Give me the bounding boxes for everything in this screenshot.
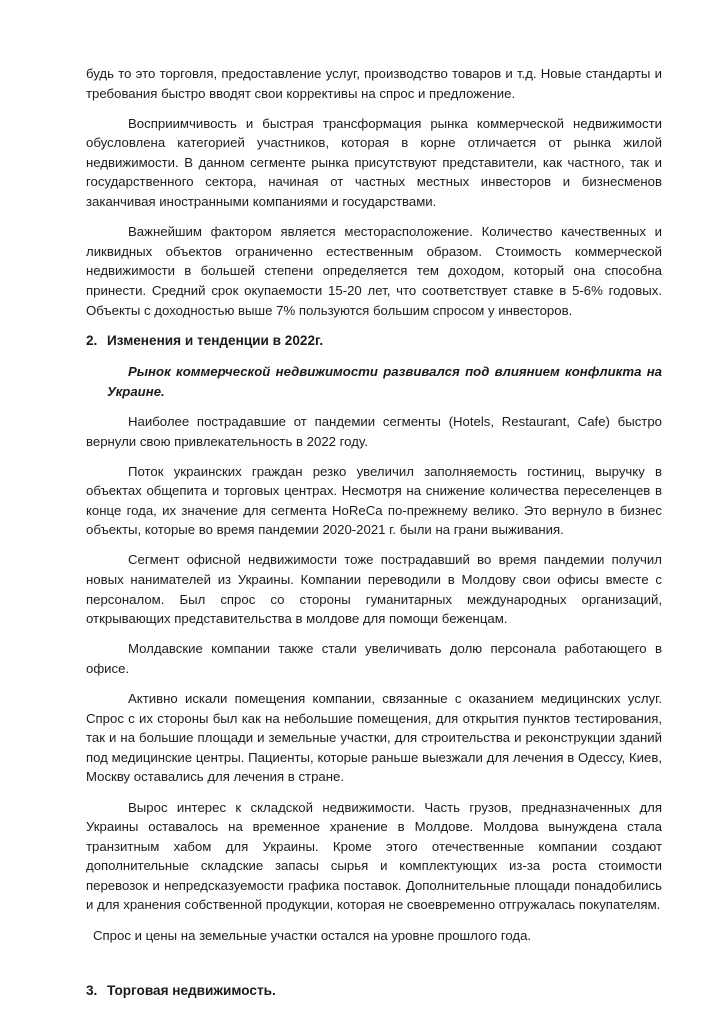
section-2-heading [86,331,662,351]
section-3-number: 3. [86,983,98,999]
document-page [86,64,662,1013]
paragraph-moldovan-companies: Молдавские компании также стали увеличивать долю персонала работающего в офисе. [86,641,662,676]
section-2-number: 2. [86,332,98,348]
section-2-title: Изменения и тенденции в 2022г. [107,332,324,348]
paragraph-market-participants: Восприимчивость и быстрая трансформация рынка коммерческой недвижимости обусловлена категорией участников, которая в корне отличается от рынка жилой недвижимости. В данном сегменте рынка присутствуют представители, как частного, так и государственного сектора, начиная от частных местных инвесторов и бизнесменов заканчивая иностранными компаниями и государствами. [86,115,662,210]
section-2-lead: Рынок коммерческой недвижимости развивался под влиянием конфликта на Украине. [107,364,662,399]
paragraph-land-plots: Спрос и цены на земельные участки остался на уровне прошлого года. [93,927,532,943]
paragraph-medical-services: Активно искали помещения компании, связанные с оказанием медицинских услуг. Спрос с их стороны был как на небольшие помещения, для открытия пунктов тестирования, так и на большие площади и земельные участки, для строительства и реконструкции зданий под медицинские центры. Пациенты, которые раньше выезжали для лечения в Одессу, Киев, Москву оставались для лечения в стране. [86,691,662,785]
paragraph-horeca-recovery: Наиболее пострадавшие от пандемии сегменты (Hotels, Restaurant, Cafe) быстро вернули свою привлекательность в 2022 году. [86,413,662,449]
paragraph-ukrainian-flow: Поток украинских граждан резко увеличил заполняемость гостиниц, выручку в объектах общепита и торговых центрах. Несмотря на снижение количества переселенцев в конце года, их значение для сегмента HoReCa по-прежнему велико. Это вернуло в бизнес объекты, которые во время пандемии 2020-2021 г. были на грани выживания. [86,463,662,538]
section-3-heading [86,981,662,1001]
paragraph-warehouse: Вырос интерес к складской недвижимости. Часть грузов, предназначенных для Украины оставалось на временное хранение в Молдове. Молдова вынуждена стала транзитным хабом для Украины. Кроме этого отечественные компании создают дополнительные складские запасы сырья и комплектующих из-за роста стоимости перевозок и непредсказуемости графика поставок. Дополнительные площади понадобились и для хранения собственной продукции, которая не своевременно отгружалась покупателям. [86,799,662,913]
paragraph-continuation: будь то это торговля, предоставление услуг, производство товаров и т.д. Новые стандарты и требования быстро вводят свои коррективы на спрос и предложение. [86,66,662,101]
paragraph-office-segment: Сегмент офисной недвижимости тоже пострадавший во время пандемии получил новых нанимателей из Украины. Компании переводили в Молдову свои офисы вместе с персоналом. Был спрос со стороны гуманитарных международных организаций, открывающих представительства в молдове для помощи беженцам. [86,552,662,627]
section-3-title: Торговая недвижимость. [107,983,276,999]
paragraph-location-factor: Важнейшим фактором является месторасположение. Количество качественных и ликвидных объектов ограниченно естественным образом. Стоимость коммерческой недвижимости в большей степени определяется тем доходом, который она способна принести. Средний срок окупаемости 15-20 лет, что соответствует ставке в 5-6% годовых. Объекты с доходностью выше 7% пользуются большим спросом у инвесторов. [86,224,662,318]
